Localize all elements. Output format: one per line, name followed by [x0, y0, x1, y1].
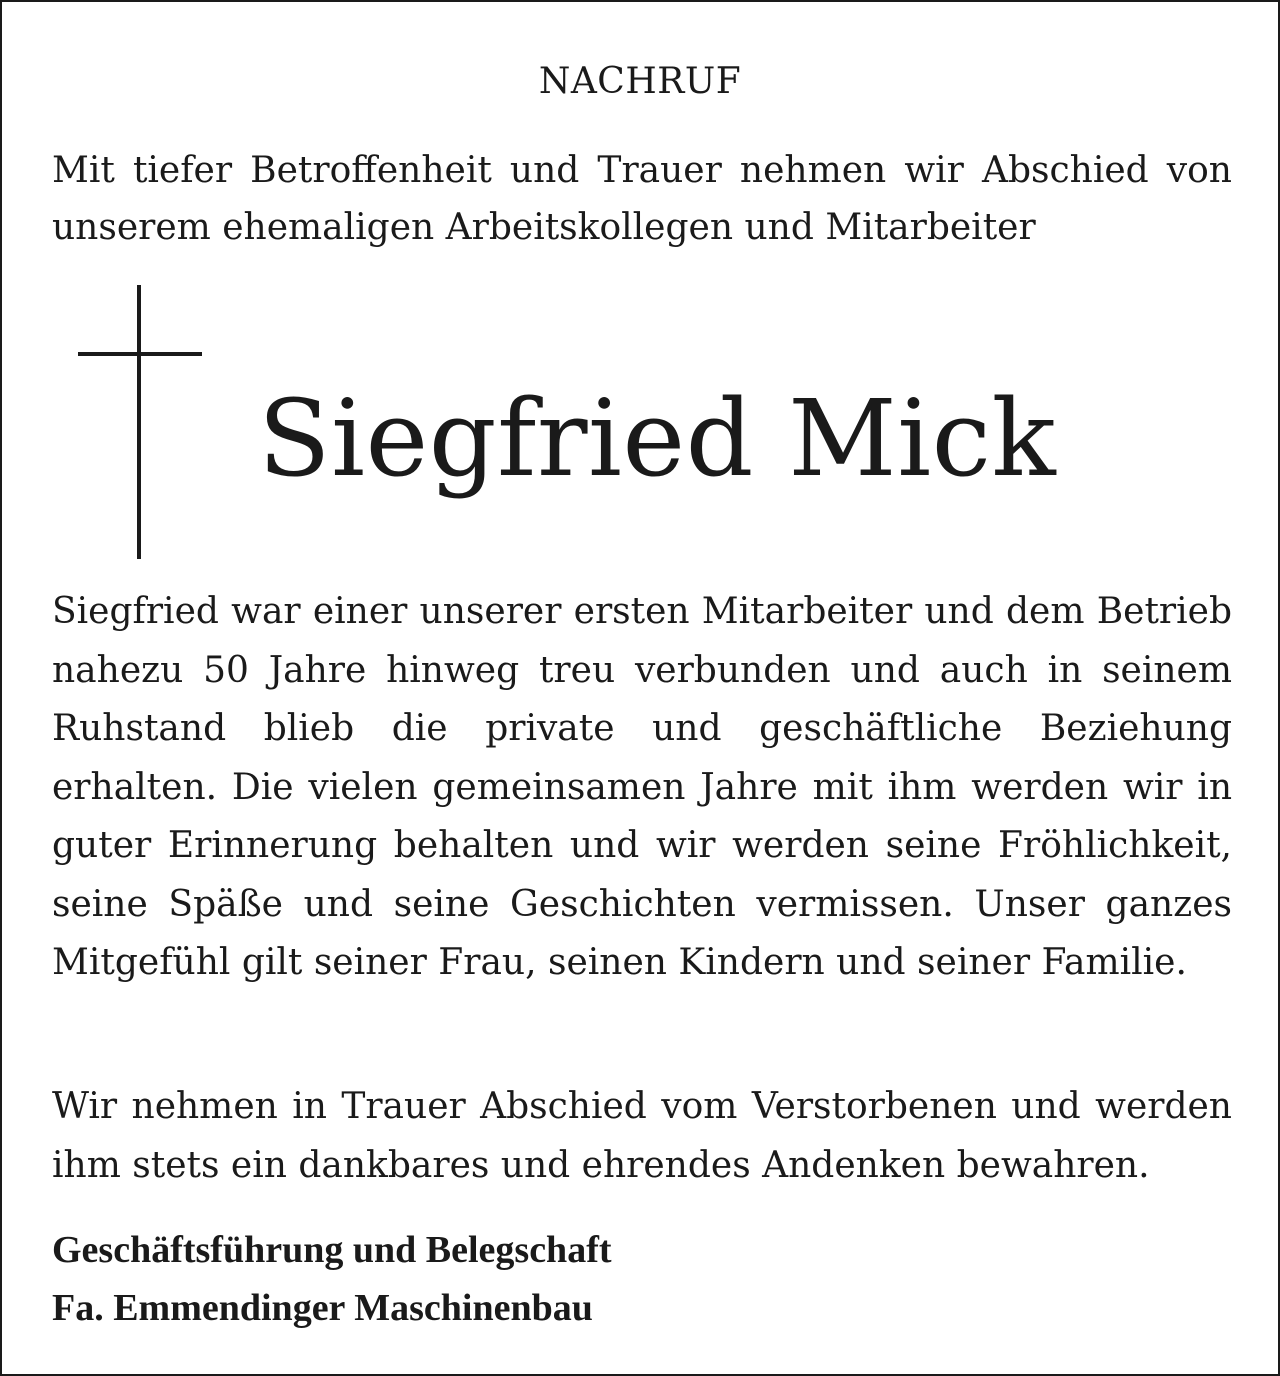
- deceased-name: Siegfried Mick: [258, 377, 1057, 500]
- farewell-paragraph: Wir nehmen in Trauer Abschied vom Verstorbenen und werden ihm stets ein dankbares und ehrendes Andenken bewahren.: [52, 1086, 1232, 1186]
- intro-text: Mit tiefer Betroffenheit und Trauer nehmen wir Abschied von unserem ehemaligen Arbeitskollegen und Mitarbeiter: [52, 150, 1232, 248]
- notice-heading: NACHRUF: [538, 61, 742, 102]
- signature-line-management: Geschäftsführung und Belegschaft: [52, 1229, 612, 1271]
- cross-horizontal-bar: [78, 352, 202, 356]
- tribute-paragraph: Siegfried war einer unserer ersten Mitarbeiter und dem Betrieb nahezu 50 Jahre hinweg treu verbunden und auch in seinem Ruhstand blieb die private und geschäftliche Beziehung erhalten. Die vielen gemeinsamen Jahre mit ihm werden wir in guter Erinnerung behalten und wir werden seine Fröhlichkeit, seine Späße und seine Geschichten vermissen. Unser ganzes Mitgefühl gilt seiner Frau, seinen Kindern und seiner Familie.: [52, 591, 1232, 983]
- cross-icon: [78, 285, 202, 559]
- signature-line-company: Fa. Emmendinger Maschinenbau: [52, 1287, 593, 1329]
- cross-vertical-bar: [137, 285, 141, 559]
- signature-block: [52, 1221, 1232, 1337]
